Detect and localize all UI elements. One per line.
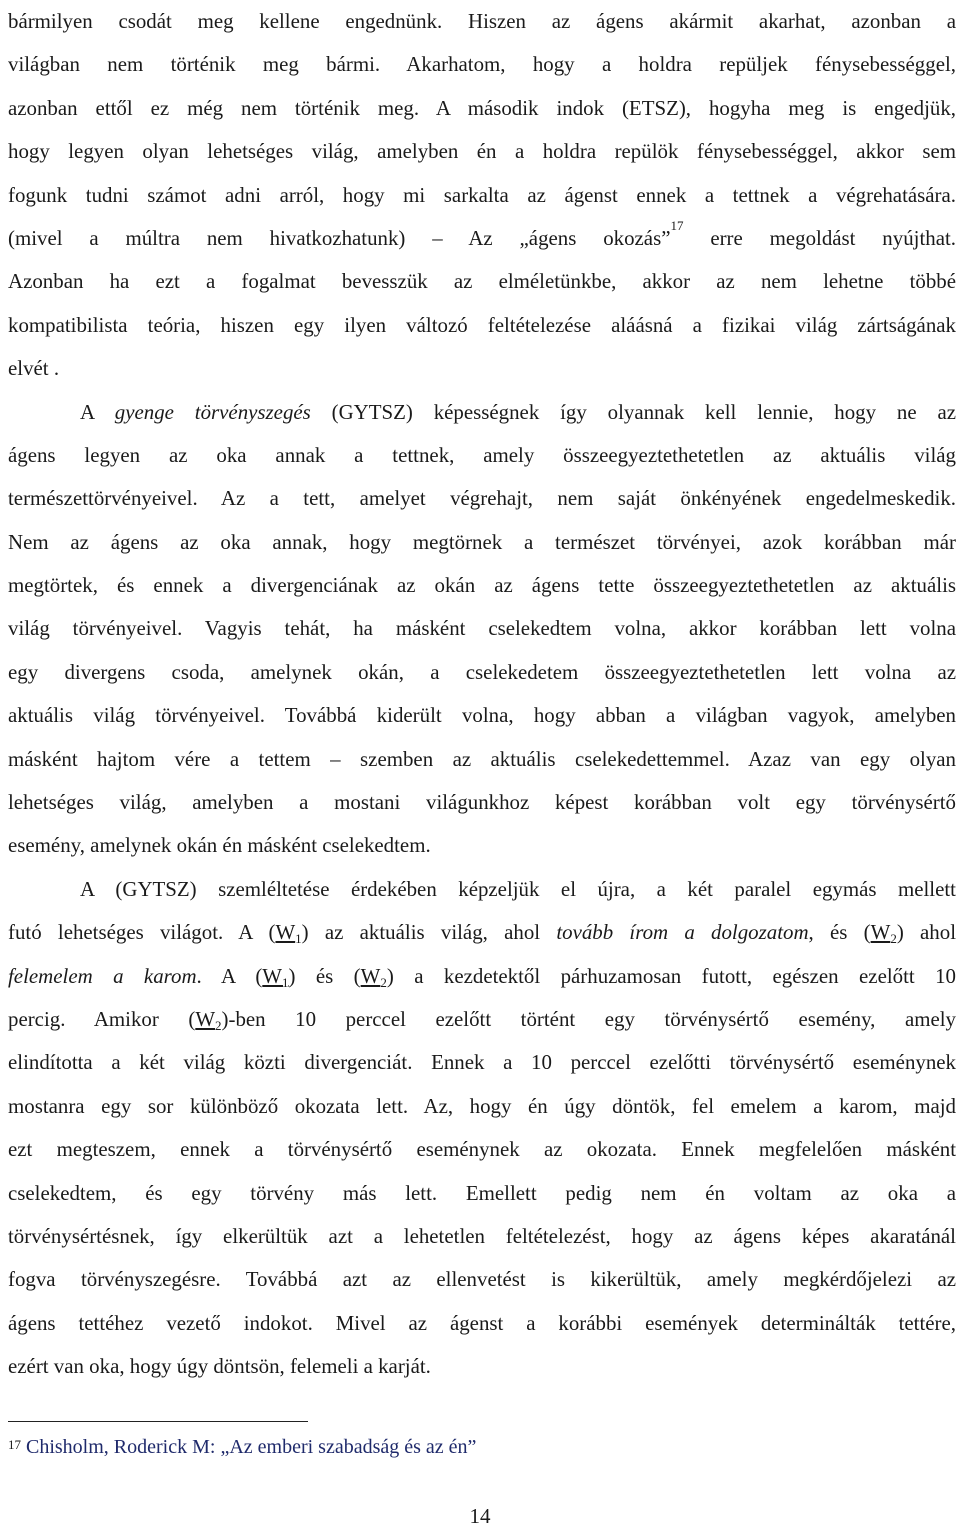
text-run: ) az aktuális világ, ahol <box>301 920 557 945</box>
text-line: fogva törvényszegésre. Továbbá azt az ellenvetést is kikerültük, amely megkérdőjelezi az <box>8 1267 956 1292</box>
world-symbol: $W_1$ <box>275 920 302 947</box>
footnote <box>8 1432 476 1462</box>
text-line: elindította a két világ közti divergenciát. Ennek a 10 perccel ezelőtti törvénysértő eseménynek <box>8 1050 956 1075</box>
text-line: aktuális világ törvényeivel. Továbbá kiderült volna, hogy abban a világban vagyok, amelyben <box>8 703 956 728</box>
world-symbol: $W_2$ <box>870 920 897 947</box>
world-symbol: $W_2$ <box>195 1006 222 1033</box>
text-run: (GYTSZ) képességnek így olyannak kell lennie, hogy ne az <box>310 399 957 424</box>
text-run: A <box>80 399 115 424</box>
text-line: kompatibilista teória, hiszen egy ilyen változó feltételezése aláásná a fizikai világ zártságának <box>8 312 956 337</box>
italic-phrase: tovább írom a dolgozatom <box>556 920 809 945</box>
footnote-number: 17 <box>8 1437 21 1452</box>
text-line: Nem az ágens az oka annak, hogy megtörnek a természet törvényei, azok korábban már <box>8 529 956 554</box>
text-line <box>8 391 956 434</box>
text-run: (mivel a múltra nem hivatkozhatunk) – Az „ágens okozás” <box>8 225 671 250</box>
text-line: másként hajtom vére a tettem – szemben az aktuális cselekedettemmel. Azaz van egy olyan <box>8 746 956 771</box>
text-line: világ törvényeivel. Vagyis tehát, ha másként cselekedtem volna, akkor korábban lett volna <box>8 616 956 641</box>
world-symbol: $W_2$ <box>360 963 387 990</box>
text-line: elvét . <box>8 356 60 381</box>
text-line <box>8 955 956 998</box>
text-line: mostanra egy sor különböző okozata lett. Az, hogy én úgy döntök, fel emelem a karom, majd <box>8 1093 956 1118</box>
footnote-text[interactable]: Chisholm, Roderick M: „Az emberi szabadság és az én” <box>21 1436 477 1458</box>
italic-term: gyenge törvényszegés <box>114 399 311 424</box>
body-text <box>8 0 956 1389</box>
page-number: 14 <box>469 1504 491 1528</box>
text-line: cselekedtem, és egy törvény más lett. Emellett pedig nem én voltam az oka a <box>8 1180 956 1205</box>
text-line: világban nem történik meg bármi. Akarhatom, hogy a holdra repüljek fénysebességgel, <box>8 52 956 77</box>
text-line: egy divergens csoda, amelynek okán, a cselekedetem összeegyeztethetetlen lett volna az <box>8 659 956 684</box>
text-line: azonban ettől ez még nem történik meg. A második indok (ETSZ), hogyha meg is engedjük, <box>8 95 956 120</box>
footnote-separator <box>8 1421 308 1422</box>
text-line: ezt megteszem, ennek a törvénysértő eseménynek az okozata. Ennek megfelelően másként <box>8 1137 956 1162</box>
text-run: )-ben 10 perccel ezelőtt történt egy törvénysértő esemény, amely <box>221 1006 956 1031</box>
text-run: . A ( <box>196 963 263 988</box>
text-line: fogunk tudni számot adni arról, hogy mi sarkalta az ágenst ennek a tettnek a végrehatására. <box>8 182 956 207</box>
text-line: hogy legyen olyan lehetséges világ, amelyben én a holdra repülök fénysebességgel, akkor sem <box>8 139 956 164</box>
text-line: esemény, amelynek okán én másként cselekedtem. <box>8 833 431 858</box>
text-run: , és ( <box>808 920 871 945</box>
text-line: törvénysértésnek, így elkerültük azt a lehetetlen feltételezést, hogy az ágens képes akaratánál <box>8 1223 956 1248</box>
world-symbol: $W_1$ <box>262 963 289 990</box>
text-run: percig. Amikor ( <box>8 1006 196 1031</box>
text-line <box>8 911 956 954</box>
text-run: ) és ( <box>288 963 361 988</box>
text-line: ágens tettéhez vezető indokot. Mivel az ágenst a korábbi események determinálták tettére, <box>8 1310 956 1335</box>
text-run: ) a kezdetektől párhuzamosan futott, egészen ezelőtt 10 <box>386 963 956 988</box>
text-line: ezért van oka, hogy úgy döntsön, felemeli a karját. <box>8 1354 431 1379</box>
italic-phrase: felemelem a karom <box>8 963 197 988</box>
text-line <box>8 998 956 1041</box>
text-line: Azonban ha ezt a fogalmat bevesszük az elméletünkbe, akkor az nem lehetne többé <box>8 269 956 294</box>
text-line: A (GYTSZ) szemléltetése érdekében képzeljük el újra, a két paralel egymás mellett <box>80 876 956 901</box>
text-line: természettörvényeivel. Az a tett, amelyet végrehajt, nem saját önkényének engedelmeskedik. <box>8 486 956 511</box>
text-run: futó lehetséges világot. A ( <box>8 920 276 945</box>
text-line: megtörtek, és ennek a divergenciának az okán az ágens tette összeegyeztethetetlen az aktuális <box>8 573 956 598</box>
text-run: erre megoldást nyújthat. <box>683 225 956 250</box>
text-line: lehetséges világ, amelyben a mostani világunkhoz képest korábban volt egy törvénysértő <box>8 790 956 815</box>
footnote-reference[interactable]: 17 <box>670 217 684 233</box>
text-line <box>8 217 956 260</box>
text-line: bármilyen csodát meg kellene engednünk. Hiszen az ágens akármit akarhat, azonban a <box>8 9 956 33</box>
text-line: ágens legyen az oka annak a tettnek, amely összeegyeztethetetlen az aktuális világ <box>8 442 956 467</box>
text-run: ) ahol <box>896 920 956 945</box>
